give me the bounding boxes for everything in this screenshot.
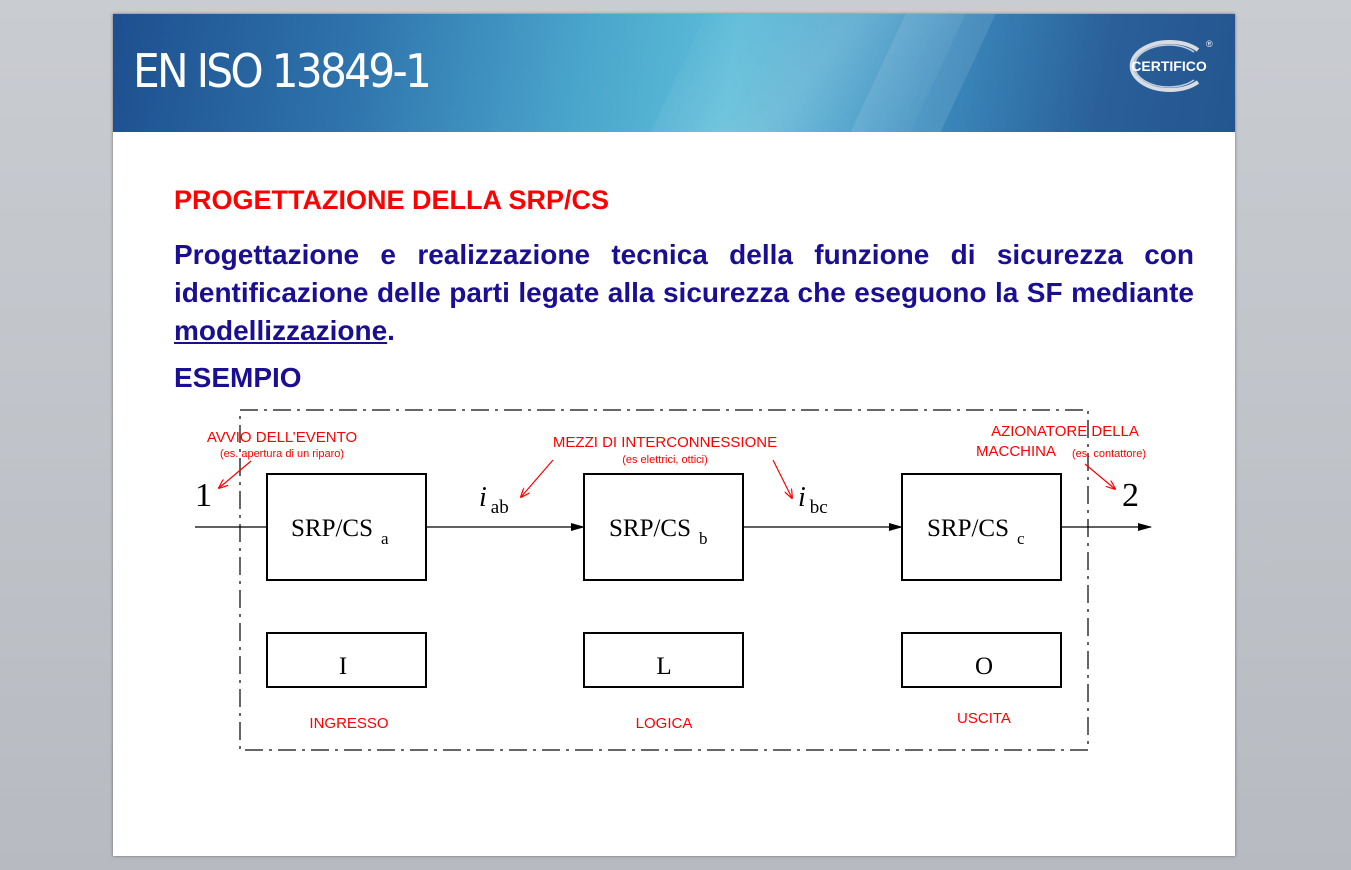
actuator-annotation-line1: AZIONATORE DELLA	[991, 423, 1139, 440]
interconnection-annotation: MEZZI DI INTERCONNESSIONE	[552, 434, 778, 451]
uscita-label: USCITA	[957, 710, 1011, 727]
start-event-note: (es. apertura di un riparo)	[219, 448, 345, 460]
actuator-annotation-line2: MACCHINA	[976, 443, 1057, 460]
interconnection-note: (es elettrici, ottici)	[622, 454, 708, 466]
input-number: 1	[195, 477, 212, 514]
output-function-letter: O	[974, 653, 994, 680]
start-event-pointer	[219, 461, 251, 488]
signal-label-ab: i $_{ab}$	[479, 482, 509, 518]
actuator-note: (es. contattore)	[1072, 448, 1146, 460]
srp-cs-block-diagram	[113, 14, 1235, 856]
banner-title: EN ISO 13849-1	[133, 44, 430, 98]
logo-text: CERTIFICO	[1131, 58, 1207, 74]
body-text-underlined: modellizzazione	[174, 315, 388, 346]
interconnection-pointer-left	[521, 460, 553, 497]
start-event-annotation: AVVIO DELL’EVENTO	[206, 429, 358, 446]
signal-label-bc: i $_{bc}$	[798, 482, 828, 518]
srp-cs-b-label: SRP/CS $_b$	[609, 515, 708, 548]
actuator-pointer	[1085, 464, 1115, 489]
interconnection-pointer-right	[773, 460, 792, 498]
ingresso-label: INGRESSO	[309, 715, 389, 732]
body-text-end: .	[387, 315, 395, 346]
slide	[113, 14, 1235, 856]
srp-cs-a-label: SRP/CS $_a$	[291, 515, 389, 548]
logic-function-letter: L	[656, 653, 672, 680]
slide-heading: PROGETTAZIONE DELLA SRP/CS	[174, 185, 610, 215]
srp-cs-c-label: SRP/CS $_c$	[927, 515, 1025, 548]
input-function-letter: I	[338, 653, 348, 680]
example-heading: ESEMPIO	[174, 362, 302, 393]
logica-label: LOGICA	[635, 715, 693, 732]
body-text-main: Progettazione e realizzazione tecnica della funzione di sicurezza con identificazione delle parti legate alla sicurezza che eseguono la SF mediante	[174, 239, 1194, 308]
registered-mark: ®	[1206, 39, 1213, 49]
output-number: 2	[1122, 477, 1139, 514]
